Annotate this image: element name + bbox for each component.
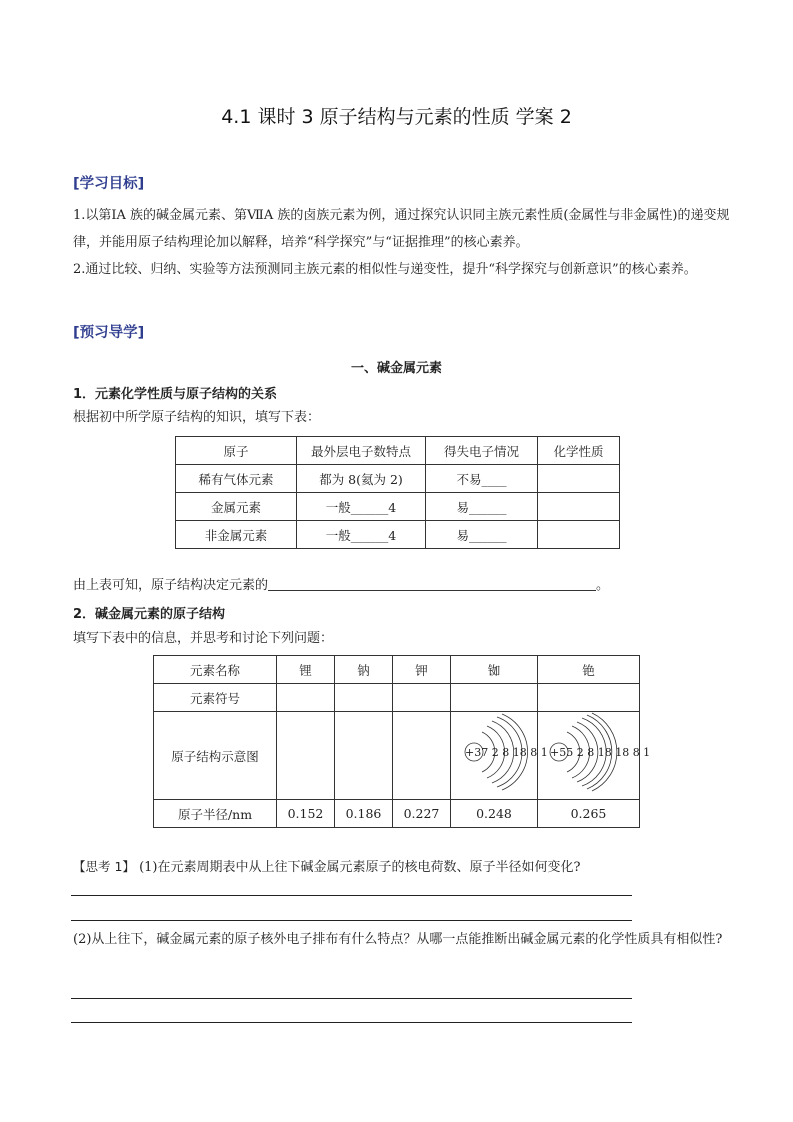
table2-cell[interactable] bbox=[277, 684, 335, 712]
table2-cell[interactable] bbox=[538, 684, 640, 712]
atom-structure-table bbox=[175, 436, 620, 549]
cs-diagram-cell bbox=[538, 712, 650, 800]
think-question-2: (2)从上往下，碱金属元素的原子核外电子排布有什么特点？从哪一点能推断出碱金属元素的化学性质具有相似性? bbox=[73, 932, 723, 947]
intro-2: 填写下表中的信息，并思考和讨论下列问题： bbox=[73, 631, 334, 646]
table2-cell[interactable] bbox=[335, 712, 393, 800]
table2-cell: 0.152 bbox=[277, 800, 335, 828]
table2-cell: 原子结构示意图 bbox=[154, 712, 277, 800]
table2-cell: 铷 bbox=[451, 656, 538, 684]
conclusion-blank[interactable] bbox=[268, 576, 596, 591]
intro-1: 根据初中所学原子结构的知识，填写下表： bbox=[73, 410, 321, 425]
table2-cell: 锂 bbox=[277, 656, 335, 684]
table-cell: 稀有气体元素 bbox=[176, 465, 297, 493]
table-cell[interactable] bbox=[538, 465, 620, 493]
table2-name-row bbox=[154, 656, 640, 684]
table2-cell[interactable] bbox=[393, 684, 451, 712]
subheading-1: 1．元素化学性质与原子结构的关系 bbox=[73, 387, 278, 402]
answer-line[interactable] bbox=[71, 998, 632, 999]
table2-cell[interactable] bbox=[277, 712, 335, 800]
table2-radius-row bbox=[154, 800, 640, 828]
goals-heading: [学习目标] bbox=[73, 176, 145, 192]
table1-header-row bbox=[176, 437, 620, 465]
table2-diagram-row bbox=[154, 712, 640, 800]
table-row bbox=[176, 521, 620, 549]
conclusion-suffix: 。 bbox=[596, 578, 610, 593]
goal-item-1: 1.以第ⅠA 族的碱金属元素、第ⅦA 族的卤族元素为例，通过探究认识同主族元素性质(金属性与非金属性)的递变规律，并能用原子结构理论加以解释，培养“科学探究”与“证据推理”的核心素养。 bbox=[73, 208, 730, 250]
table-cell: 一般______4 bbox=[297, 521, 426, 549]
table-cell: 易______ bbox=[426, 521, 538, 549]
table2-cell: 元素符号 bbox=[154, 684, 277, 712]
think-q1-text: (1)在元素周期表中从上往下碱金属元素原子的核电荷数、原子半径如何变化? bbox=[139, 860, 581, 875]
table2-cell[interactable] bbox=[393, 712, 451, 800]
table1-header-cell: 原子 bbox=[176, 437, 297, 465]
table-cell[interactable] bbox=[538, 521, 620, 549]
table-row bbox=[176, 465, 620, 493]
table-cell: 金属元素 bbox=[176, 493, 297, 521]
cs-diagram-text: +55 2 8 18 18 8 1 bbox=[549, 746, 650, 759]
think-question-1 bbox=[73, 856, 733, 875]
table-cell: 都为 8(氦为 2) bbox=[297, 465, 426, 493]
think-badge: 【思考 1】 bbox=[73, 859, 135, 874]
table2-cell: 0.248 bbox=[451, 800, 538, 828]
table2-cell: 原子半径/nm bbox=[154, 800, 277, 828]
table2-cell: 钠 bbox=[335, 656, 393, 684]
table2-symbol-row bbox=[154, 684, 640, 712]
answer-line[interactable] bbox=[71, 1022, 632, 1023]
preview-heading: [预习导学] bbox=[73, 325, 145, 341]
table2-cell: 元素名称 bbox=[154, 656, 277, 684]
table2-cell: 钾 bbox=[393, 656, 451, 684]
answer-line[interactable] bbox=[71, 895, 632, 896]
page-title: 4.1 课时 3 原子结构与元素的性质 学案 2 bbox=[221, 106, 572, 128]
table-cell: 一般______4 bbox=[297, 493, 426, 521]
answer-line[interactable] bbox=[71, 920, 632, 921]
table1-header-cell: 化学性质 bbox=[538, 437, 620, 465]
table2-cell: 0.265 bbox=[538, 800, 640, 828]
table2-cell: 铯 bbox=[538, 656, 640, 684]
rb-atom-diagram bbox=[452, 712, 548, 796]
goal-item-2: 2.通过比较、归纳、实验等方法预测同主族元素的相似性与递变性，提升“科学探究与创新意识”的核心素养。 bbox=[73, 262, 697, 277]
alkali-metal-table bbox=[153, 655, 650, 828]
table-cell: 易______ bbox=[426, 493, 538, 521]
table2-cell: 0.227 bbox=[393, 800, 451, 828]
table2-cell[interactable] bbox=[335, 684, 393, 712]
table-row bbox=[176, 493, 620, 521]
rb-diagram-cell bbox=[451, 712, 548, 800]
table-cell: 非金属元素 bbox=[176, 521, 297, 549]
conclusion-prefix: 由上表可知，原子结构决定元素的 bbox=[73, 578, 269, 593]
table2-cell: 0.186 bbox=[335, 800, 393, 828]
table1-header-cell: 得失电子情况 bbox=[426, 437, 538, 465]
subheading-2: 2．碱金属元素的原子结构 bbox=[73, 607, 226, 622]
cs-atom-diagram bbox=[541, 712, 650, 796]
conclusion-line bbox=[73, 572, 633, 599]
rb-diagram-text: +37 2 8 18 8 1 bbox=[465, 746, 548, 759]
table1-header-cell: 最外层电子数特点 bbox=[297, 437, 426, 465]
table2-cell[interactable] bbox=[451, 684, 538, 712]
part-title: 一、碱金属元素 bbox=[350, 361, 442, 376]
table-cell[interactable] bbox=[538, 493, 620, 521]
table-cell: 不易____ bbox=[426, 465, 538, 493]
